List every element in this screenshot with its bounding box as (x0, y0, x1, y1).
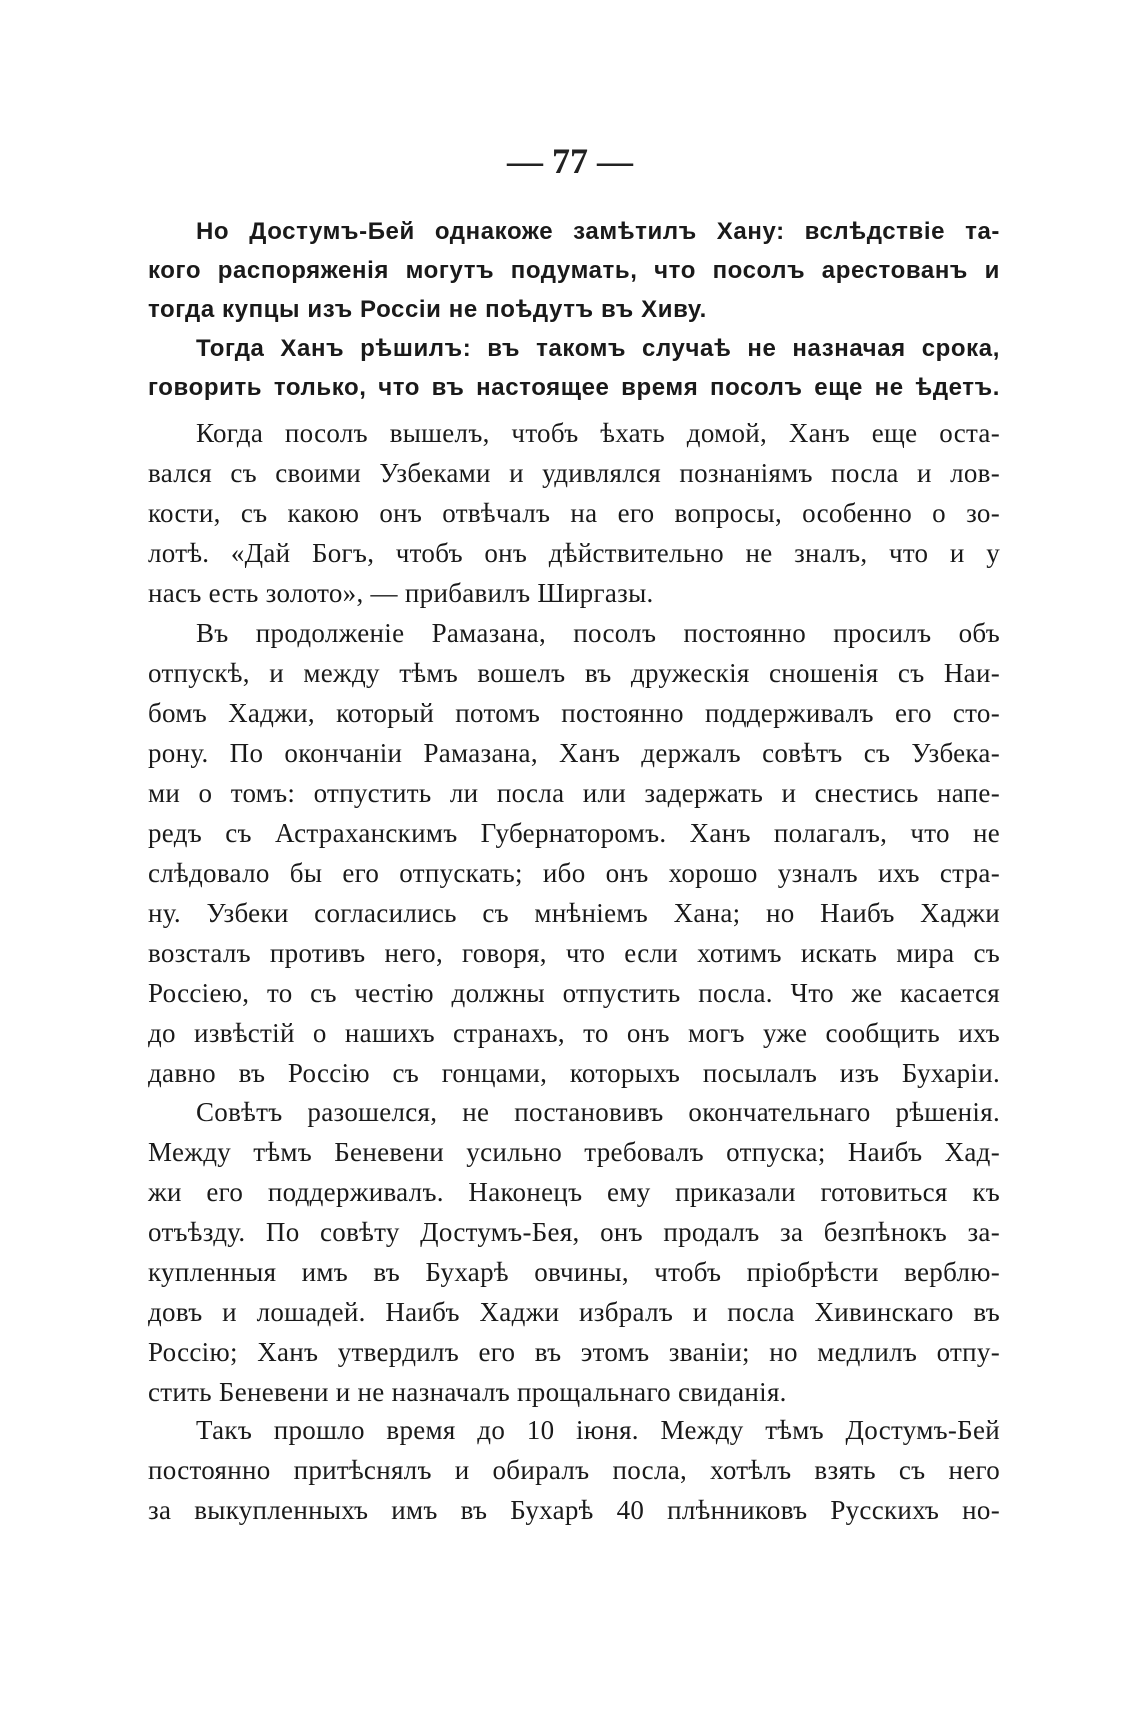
text-line: слѣдовало бы его отпускать; ибо онъ хорошо узналъ ихъ стра- (148, 858, 1000, 888)
paragraph-5 (148, 1092, 1000, 1412)
text-line: постоянно притѣснялъ и обиралъ посла, хотѣлъ взять съ него (148, 1455, 1000, 1485)
text-line: редъ съ Астраханскимъ Губернаторомъ. Ханъ полагалъ, что не (148, 818, 1000, 848)
text-line: тогда купцы изъ Россіи не поѣдутъ въ Хиву. (148, 296, 707, 323)
text-line: Между тѣмъ Беневени усильно требовалъ отпуска; Наибъ Хад- (148, 1137, 1000, 1167)
text-line: Тогда Ханъ рѣшилъ: въ такомъ случаѣ не назначая срока, (196, 335, 1000, 362)
text-line: довъ и лошадей. Наибъ Хаджи избралъ и посла Хивинскаго въ (148, 1297, 1000, 1327)
text-line: Такъ прошло время до 10 іюня. Между тѣмъ Достумъ-Бей (196, 1415, 1000, 1445)
text-line: Россіею, то съ честію должны отпустить посла. Что же касается (148, 978, 1000, 1008)
text-line: кости, съ какою онъ отвѣчалъ на его вопросы, особенно о зо- (148, 498, 1000, 528)
text-line: вался съ своими Узбеками и удивлялся познаніямъ посла и лов- (148, 458, 1000, 488)
text-line: рону. По окончаніи Рамазана, Ханъ держалъ совѣтъ съ Узбека- (148, 738, 1000, 768)
paragraph-1 (148, 212, 1000, 329)
text-line: за выкупленныхъ имъ въ Бухарѣ 40 плѣнниковъ Русскихъ но- (148, 1495, 1000, 1525)
text-line: ми о томъ: отпустить ли посла или задержать и снестись напе- (148, 778, 1000, 808)
paragraph-6 (148, 1410, 1000, 1530)
paragraph-3 (148, 413, 1000, 613)
text-line: кого распоряженія могутъ подумать, что посолъ арестованъ и (148, 257, 1000, 284)
text-line: говорить только, что въ настоящее время посолъ еще не ѣдетъ. (148, 374, 1000, 401)
text-line: ну. Узбеки согласились съ мнѣніемъ Хана; но Наибъ Хаджи (148, 898, 1000, 928)
text-line: до извѣстій о нашихъ странахъ, то онъ могъ уже сообщить ихъ (148, 1018, 1000, 1048)
paragraph-2 (148, 329, 1000, 407)
text-line: купленныя имъ въ Бухарѣ овчины, чтобъ пріобрѣсти верблю- (148, 1257, 1000, 1287)
text-line: лотѣ. «Дай Богъ, чтобъ онъ дѣйствительно не зналъ, что и у (148, 538, 1000, 568)
text-line: жи его поддерживалъ. Наконецъ ему приказали готовиться къ (148, 1177, 1000, 1207)
text-line: Когда посолъ вышелъ, чтобъ ѣхать домой, Ханъ еще оста- (196, 418, 1000, 448)
page-number: — 77 — (507, 141, 633, 181)
text-line: возсталъ противъ него, говоря, что если хотимъ искать мира съ (148, 938, 1000, 968)
text-line: давно въ Россію съ гонцами, которыхъ посылалъ изъ Бухаріи. (148, 1058, 1000, 1088)
text-line: отъѣзду. По совѣту Достумъ-Бея, онъ продалъ за безпѣнокъ за- (148, 1217, 1000, 1247)
text-line: Россію; Ханъ утвердилъ его въ этомъ званіи; но медлилъ отпу- (148, 1337, 1000, 1367)
bold-paragraphs (148, 212, 1000, 407)
text-line: стить Беневени и не назначалъ прощальнаго свиданія. (148, 1377, 787, 1407)
text-line: Но Достумъ-Бей однакоже замѣтилъ Хану: вслѣдствіе та- (196, 218, 1000, 245)
text-line: отпускѣ, и между тѣмъ вошелъ въ дружескія сношенія съ Наи- (148, 658, 1000, 688)
text-line: Совѣтъ разошелся, не постановивъ окончательнаго рѣшенія. (196, 1097, 1000, 1127)
text-line: бомъ Хаджи, который потомъ постоянно поддерживалъ его сто- (148, 698, 1000, 728)
paragraph-4 (148, 613, 1000, 1093)
text-line: насъ есть золото», — прибавилъ Ширгазы. (148, 578, 654, 608)
text-line: Въ продолженіе Рамазана, посолъ постоянно просилъ объ (196, 618, 1000, 648)
